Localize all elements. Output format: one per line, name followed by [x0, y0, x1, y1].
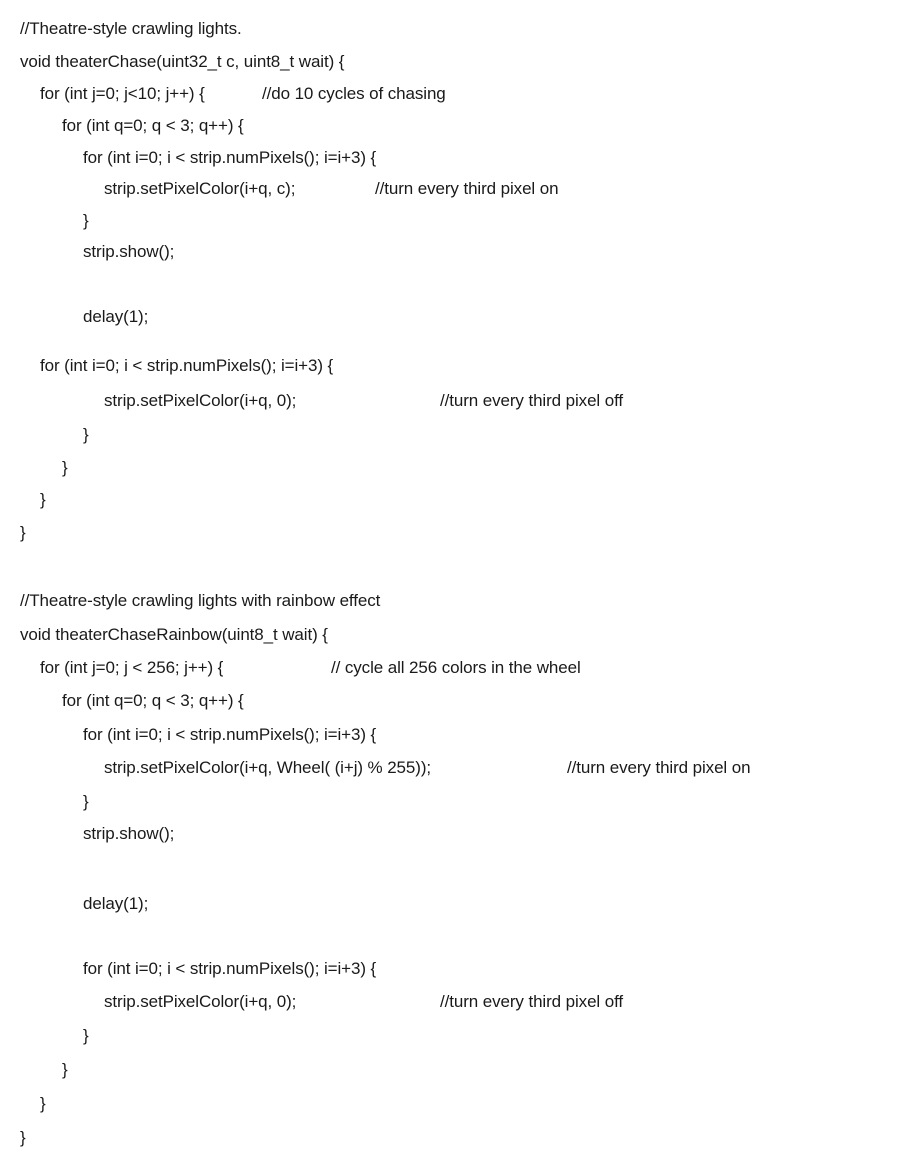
- close-brace-j: }: [40, 490, 46, 509]
- i-loop-off-line: for (int i=0; i < strip.numPixels(); i=i+3) {: [83, 959, 377, 978]
- strip-show-line: strip.show();: [83, 824, 175, 843]
- strip-show-line: strip.show();: [83, 242, 175, 261]
- close-brace-i-off: }: [83, 425, 89, 444]
- close-brace-i-on: }: [83, 792, 89, 811]
- set-pixel-on-line: strip.setPixelColor(i+q, Wheel( (i+j) % 255));: [104, 758, 432, 777]
- q-loop-line: for (int q=0; q < 3; q++) {: [62, 691, 244, 710]
- close-brace-i-on: }: [83, 211, 89, 230]
- outer-loop-line: for (int j=0; j < 256; j++) {: [40, 658, 224, 677]
- set-pixel-on-comment: //turn every third pixel on: [375, 179, 559, 198]
- i-loop-off-line: for (int i=0; i < strip.numPixels(); i=i+3) {: [40, 356, 334, 375]
- set-pixel-off-line: strip.setPixelColor(i+q, 0);: [104, 391, 297, 410]
- function-signature-theater-chase: void theaterChase(uint32_t c, uint8_t wait) {: [20, 52, 345, 71]
- outer-loop-line: for (int j=0; j<10; j++) {: [40, 84, 205, 103]
- comment-header-theater-chase: //Theatre-style crawling lights.: [20, 19, 242, 38]
- close-brace-function: }: [20, 1128, 26, 1147]
- set-pixel-off-line: strip.setPixelColor(i+q, 0);: [104, 992, 297, 1011]
- set-pixel-off-comment: //turn every third pixel off: [440, 391, 624, 410]
- function-signature-theater-chase-rainbow: void theaterChaseRainbow(uint8_t wait) {: [20, 625, 328, 644]
- close-brace-j: }: [40, 1094, 46, 1113]
- i-loop-on-line: for (int i=0; i < strip.numPixels(); i=i+3) {: [83, 725, 377, 744]
- close-brace-function: }: [20, 523, 26, 542]
- comment-header-theater-chase-rainbow: //Theatre-style crawling lights with rainbow effect: [20, 591, 381, 610]
- delay-line: delay(1);: [83, 307, 149, 326]
- i-loop-on-line: for (int i=0; i < strip.numPixels(); i=i+3) {: [83, 148, 377, 167]
- close-brace-q: }: [62, 458, 68, 477]
- close-brace-i-off: }: [83, 1026, 89, 1045]
- outer-loop-comment: //do 10 cycles of chasing: [262, 84, 446, 103]
- set-pixel-on-comment: //turn every third pixel on: [567, 758, 751, 777]
- outer-loop-comment: // cycle all 256 colors in the wheel: [331, 658, 581, 677]
- delay-line: delay(1);: [83, 894, 149, 913]
- close-brace-q: }: [62, 1060, 68, 1079]
- set-pixel-on-line: strip.setPixelColor(i+q, c);: [104, 179, 296, 198]
- set-pixel-off-comment: //turn every third pixel off: [440, 992, 624, 1011]
- q-loop-line: for (int q=0; q < 3; q++) {: [62, 116, 244, 135]
